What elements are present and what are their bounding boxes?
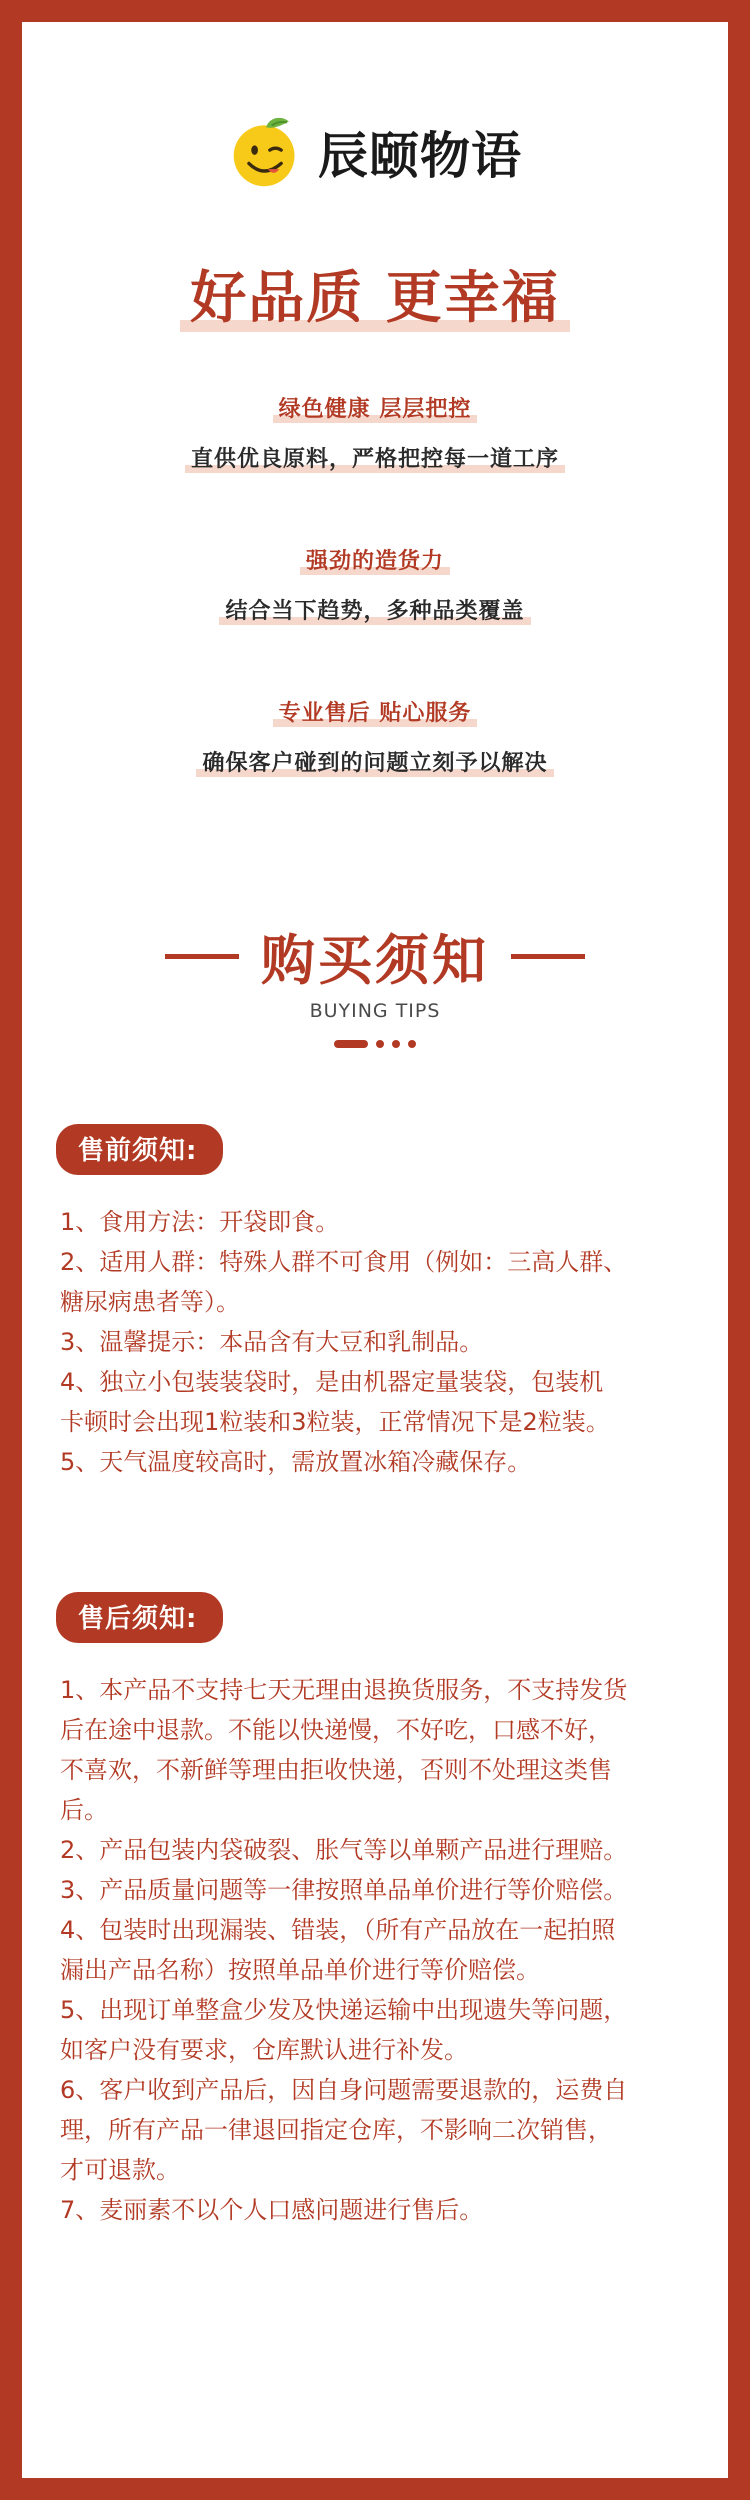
feature-title: 绿色健康 层层把控	[273, 392, 478, 423]
brand-name: 辰颐物语	[318, 127, 522, 185]
brand-logo	[22, 114, 728, 190]
content-panel	[22, 22, 728, 2478]
dash-left	[165, 954, 239, 959]
feature-desc: 确保客户碰到的问题立刻予以解决	[196, 746, 553, 777]
feature-desc: 直供优良原料，严格把控每一道工序	[185, 442, 565, 473]
aftersale-list	[60, 1670, 708, 2230]
list-item: 2、适用人群：特殊人群不可食用（例如：三高人群、 糖尿病患者等）。	[60, 1248, 628, 1316]
list-item: 5、出现订单整盒少发及快递运输中出现遗失等问题， 如客户没有要求，仓库默认进行补发。	[60, 1996, 628, 2064]
list-item: 1、本产品不支持七天无理由退换货服务，不支持发货 后在途中退款。不能以快递慢，不好吃，口感不好， 不喜欢，不新鲜等理由拒收快递，否则不处理这类售 后。	[60, 1676, 628, 1824]
feature-title: 强劲的造货力	[300, 544, 450, 575]
feature-title: 专业售后 贴心服务	[273, 696, 478, 727]
buying-header	[22, 918, 728, 995]
buying-title: 购买须知	[261, 929, 489, 992]
feature-2-desc-row	[22, 594, 728, 625]
brand-slogan: 好品质 更幸福	[180, 254, 570, 334]
feature-1-desc-row	[22, 442, 728, 473]
slogan-wrap	[22, 254, 728, 334]
list-item: 1、食用方法：开袋即食。	[60, 1208, 340, 1236]
list-item: 7、麦丽素不以个人口感问题进行售后。	[60, 2196, 484, 2224]
list-item: 3、温馨提示：本品含有大豆和乳制品。	[60, 1328, 484, 1356]
divider-dot	[408, 1040, 416, 1048]
dash-right	[511, 954, 585, 959]
presale-list	[60, 1202, 708, 1482]
list-item: 2、产品包装内袋破裂、胀气等以单颗产品进行理赔。	[60, 1836, 628, 1864]
smiley-orange-icon	[228, 114, 304, 190]
feature-1-title-row	[22, 392, 728, 423]
feature-3-desc-row	[22, 746, 728, 777]
section-divider	[22, 1040, 728, 1048]
divider-dot	[392, 1040, 400, 1048]
list-item: 3、产品质量问题等一律按照单品单价进行等价赔偿。	[60, 1876, 628, 1904]
list-item: 4、包装时出现漏装、错装，（所有产品放在一起拍照 漏出产品名称）按照单品单价进行等价赔偿。	[60, 1916, 616, 1984]
divider-dot	[376, 1040, 384, 1048]
list-item: 4、独立小包装装袋时，是由机器定量装袋，包装机 卡顿时会出现1粒装和3粒装，正常情况下是2粒装。	[60, 1368, 610, 1436]
presale-badge: 售前须知:	[56, 1124, 223, 1175]
aftersale-badge: 售后须知:	[56, 1592, 223, 1643]
list-item: 6、客户收到产品后，因自身问题需要退款的，运费自 理，所有产品一律退回指定仓库，不影响二次销售， 才可退款。	[60, 2076, 628, 2184]
divider-bar	[334, 1040, 368, 1048]
buying-subtitle: BUYING TIPS	[309, 1000, 441, 1022]
feature-3-title-row	[22, 696, 728, 727]
feature-desc: 结合当下趋势，多种品类覆盖	[219, 594, 530, 625]
feature-2-title-row	[22, 544, 728, 575]
list-item: 5、天气温度较高时，需放置冰箱冷藏保存。	[60, 1448, 532, 1476]
